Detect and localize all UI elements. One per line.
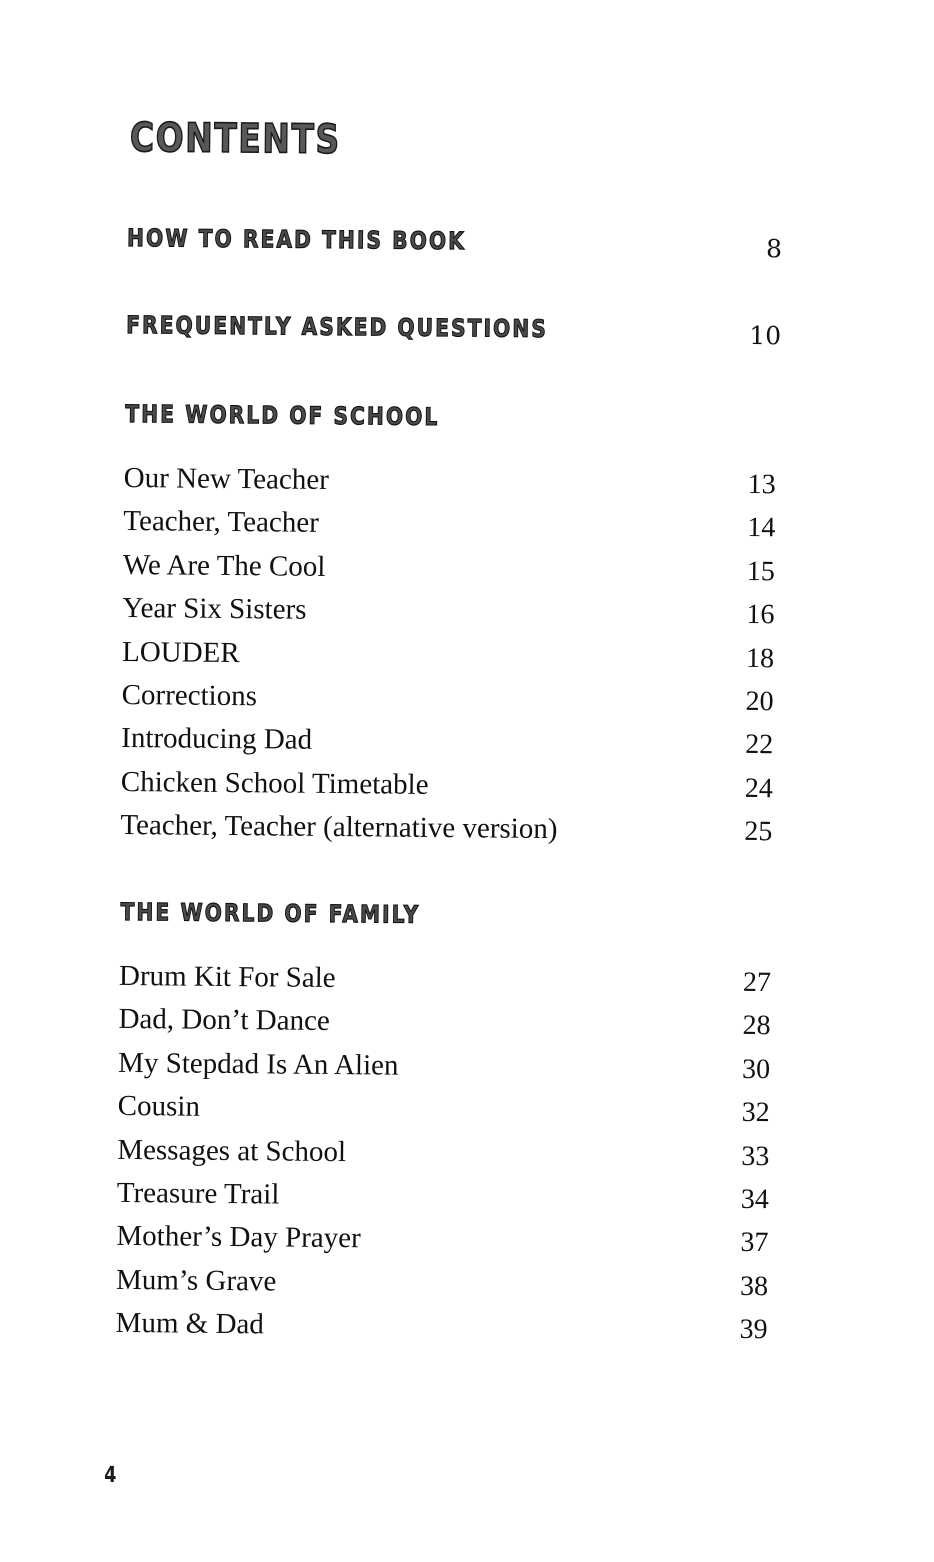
toc-entry-page: 39 xyxy=(739,1314,768,1346)
page-number: 4 xyxy=(104,1462,117,1488)
toc-entry-label: Our New Teacher xyxy=(123,461,330,496)
toc-entry[interactable] xyxy=(122,635,774,685)
toc-entry-label: Messages at School xyxy=(117,1133,347,1168)
toc-entry[interactable] xyxy=(122,591,774,641)
toc-entry-label: We Are The Cool xyxy=(122,548,326,583)
toc-entry-page: 10 xyxy=(749,320,782,351)
toc-entry[interactable] xyxy=(117,1176,769,1226)
toc-entry[interactable] xyxy=(116,1219,768,1269)
toc-entry[interactable] xyxy=(121,721,773,771)
toc-entry-page: 22 xyxy=(745,729,774,761)
toc-entry-faq[interactable] xyxy=(126,310,782,359)
toc-entry-page: 25 xyxy=(744,816,773,848)
toc-entry-label: Introducing Dad xyxy=(121,722,313,757)
toc-entry-page: 28 xyxy=(742,1010,771,1042)
toc-entry[interactable] xyxy=(123,504,775,554)
toc-entry[interactable] xyxy=(124,461,776,511)
toc-entry-page: 18 xyxy=(745,642,775,674)
toc-entry-page: 16 xyxy=(746,599,775,631)
toc-entry-label: FREQUENTLY ASKED QUESTIONS xyxy=(126,310,549,344)
toc-entry-label: Mum & Dad xyxy=(115,1307,265,1341)
toc-entry-page: 15 xyxy=(746,555,776,587)
section-heading-school: THE WORLD OF SCHOOL xyxy=(125,399,440,431)
toc-entry-page: 24 xyxy=(744,772,773,804)
toc-entry[interactable] xyxy=(120,808,772,858)
toc-entry-page: 20 xyxy=(745,685,774,718)
toc-entry-label: Teacher, Teacher xyxy=(123,505,319,540)
toc-entry[interactable] xyxy=(123,548,775,598)
toc-entry-page: 33 xyxy=(741,1140,770,1172)
toc-entry-page: 14 xyxy=(747,512,776,544)
toc-entry-label: Drum Kit For Sale xyxy=(118,959,336,995)
toc-entry-page: 37 xyxy=(740,1227,769,1259)
toc-entry-page: 8 xyxy=(765,234,783,264)
toc-entry[interactable] xyxy=(115,1306,767,1356)
section-family-list xyxy=(115,959,771,1356)
toc-entry-page: 38 xyxy=(739,1270,769,1302)
toc-entry-how-to-read[interactable] xyxy=(126,223,783,272)
toc-entry[interactable] xyxy=(118,1046,770,1096)
toc-entry-label: My Stepdad Is An Alien xyxy=(117,1046,399,1082)
toc-entry[interactable] xyxy=(119,959,771,1009)
toc-entry-label: Mother’s Day Prayer xyxy=(116,1220,361,1255)
toc-entry-label: Corrections xyxy=(121,678,258,713)
toc-entry-label: Cousin xyxy=(117,1090,201,1123)
toc-entry[interactable] xyxy=(116,1263,768,1313)
toc-entry[interactable] xyxy=(118,1002,770,1052)
toc-entry-page: 27 xyxy=(742,966,772,999)
toc-entry-label: Chicken School Timetable xyxy=(120,765,429,801)
toc-entry[interactable] xyxy=(121,765,773,815)
toc-entry-label: HOW TO READ THIS BOOK xyxy=(126,223,467,256)
toc-entry-label: Year Six Sisters xyxy=(122,592,307,626)
toc-entry-page: 30 xyxy=(741,1053,771,1085)
toc-entry[interactable] xyxy=(121,678,773,728)
toc-entry-page: 34 xyxy=(740,1183,770,1216)
toc-entry-label: Mum’s Grave xyxy=(115,1263,277,1298)
toc-entry-label: Treasure Trail xyxy=(116,1176,280,1211)
toc-entry-page: 13 xyxy=(747,468,776,501)
toc-entry[interactable] xyxy=(117,1089,769,1139)
toc-entry-label: LOUDER xyxy=(121,635,240,669)
toc-entry-page: 32 xyxy=(741,1097,770,1129)
section-school-list xyxy=(120,461,776,858)
page-title: CONTENTS xyxy=(129,115,341,164)
section-heading-family: THE WORLD OF FAMILY xyxy=(120,897,421,929)
toc-entry-label: Dad, Don’t Dance xyxy=(118,1003,330,1038)
toc-entry-label: Teacher, Teacher (alternative version) xyxy=(120,809,558,846)
toc-entry[interactable] xyxy=(117,1132,769,1182)
